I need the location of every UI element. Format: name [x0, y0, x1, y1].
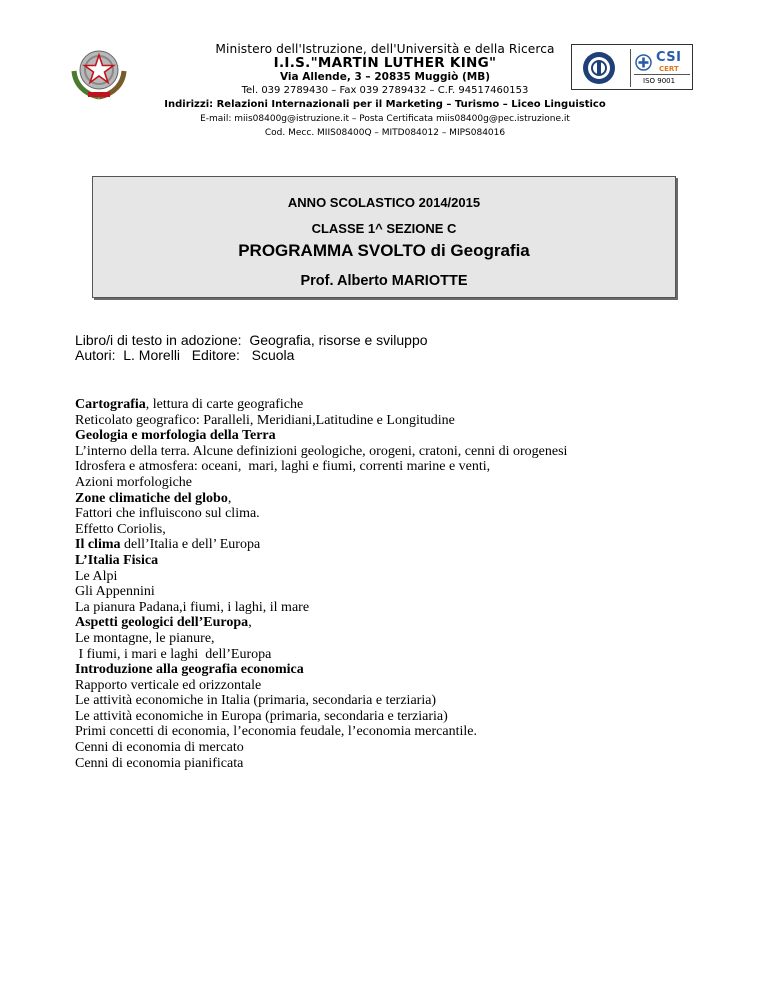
topic-line: Idrosfera e atmosfera: oceani, mari, laghi e fiumi, correnti marine e venti, — [75, 459, 491, 475]
program-topics — [75, 397, 567, 771]
topic-line: Cenni di economia di mercato — [75, 740, 244, 756]
topic-line: Le montagne, le pianure, — [75, 630, 215, 646]
school-email: E-mail: miis08400g@istruzione.it – Posta Certificata miis08400g@pec.istruzione.it — [200, 114, 570, 124]
topic-line: Azioni morfologiche — [75, 474, 193, 490]
topic-line: Le Alpi — [75, 568, 118, 584]
textbook-info — [75, 333, 428, 363]
school-phone-fax: Tel. 039 2789430 – Fax 039 2789432 – C.F. 94517460153 — [241, 85, 529, 96]
topic-line: Effetto Coriolis, — [75, 521, 166, 537]
ministry-name: Ministero dell'Istruzione, dell'Università e della Ricerca — [215, 42, 555, 56]
professor-name: Prof. Alberto MARIOTTE — [300, 273, 468, 289]
topic-line: Le attività economiche in Europa (primaria, secondaria e terziaria) — [75, 708, 448, 724]
class-section: CLASSE 1^ SEZIONE C — [311, 221, 457, 236]
plus-mark-icon — [635, 54, 652, 71]
topic-line: Introduzione alla geografia economica — [75, 662, 304, 678]
school-codes: Cod. Mecc. MIIS08400Q – MITD084012 – MIPS084016 — [264, 128, 506, 138]
topic-line: Geologia e morfologia della Terra — [75, 428, 276, 444]
topic-line: Primi concetti di economia, l’economia feudale, l’economia mercantile. — [75, 724, 477, 740]
cert-brand: CSI — [656, 50, 682, 65]
topic-line: I fiumi, i mari e laghi dell’Europa — [75, 646, 272, 662]
topic-line: Reticolato geografico: Paralleli, Meridiani,Latitudine e Longitudine — [75, 412, 455, 428]
topic-line: Zone climatiche del globo, — [75, 490, 232, 506]
program-title: PROGRAMMA SVOLTO di Geografia — [238, 241, 530, 260]
topic-line: Gli Appennini — [75, 584, 155, 600]
textbook-authors-line: Autori: L. Morelli Editore: Scuola — [75, 347, 295, 363]
badge-rule — [634, 74, 690, 75]
topic-line: L’Italia Fisica — [75, 552, 159, 568]
topic-line: La pianura Padana,i fiumi, i laghi, il mare — [75, 599, 310, 615]
topic-line: Aspetti geologici dell’Europa, — [75, 615, 252, 631]
topic-line: Rapporto verticale ed orizzontale — [75, 677, 262, 693]
program-header-box — [92, 176, 676, 298]
textbook-title-line: Libro/i di testo in adozione: Geografia, risorse e sviluppo — [75, 332, 428, 348]
school-year: ANNO SCOLASTICO 2014/2015 — [287, 195, 481, 210]
topic-line: Cartografia, lettura di carte geografiche — [75, 397, 304, 412]
school-address: Via Allende, 3 – 20835 Muggiò (MB) — [279, 71, 490, 83]
iso-label: ISO 9001 — [643, 77, 676, 85]
accreditation-seal-icon — [582, 51, 616, 85]
certification-badge — [571, 44, 693, 90]
letterhead — [150, 42, 620, 140]
topic-line: Il clima dell’Italia e dell’ Europa — [75, 537, 261, 553]
school-name: I.I.S."MARTIN LUTHER KING" — [273, 55, 497, 71]
cert-subbrand: CERT — [659, 65, 679, 73]
topic-line: L’interno della terra. Alcune definizioni geologiche, orogeni, cratoni, cenni di orogenesi — [75, 443, 568, 459]
topic-line: Cenni di economia pianificata — [75, 755, 244, 771]
topic-line: Le attività economiche in Italia (primaria, secondaria e terziaria) — [75, 693, 437, 709]
italian-republic-emblem-icon — [70, 44, 128, 100]
school-tracks: Indirizzi: Relazioni Internazionali per il Marketing – Turismo – Liceo Linguistico — [164, 99, 606, 110]
topic-line: Fattori che influiscono sul clima. — [75, 506, 260, 522]
badge-divider — [630, 49, 631, 87]
